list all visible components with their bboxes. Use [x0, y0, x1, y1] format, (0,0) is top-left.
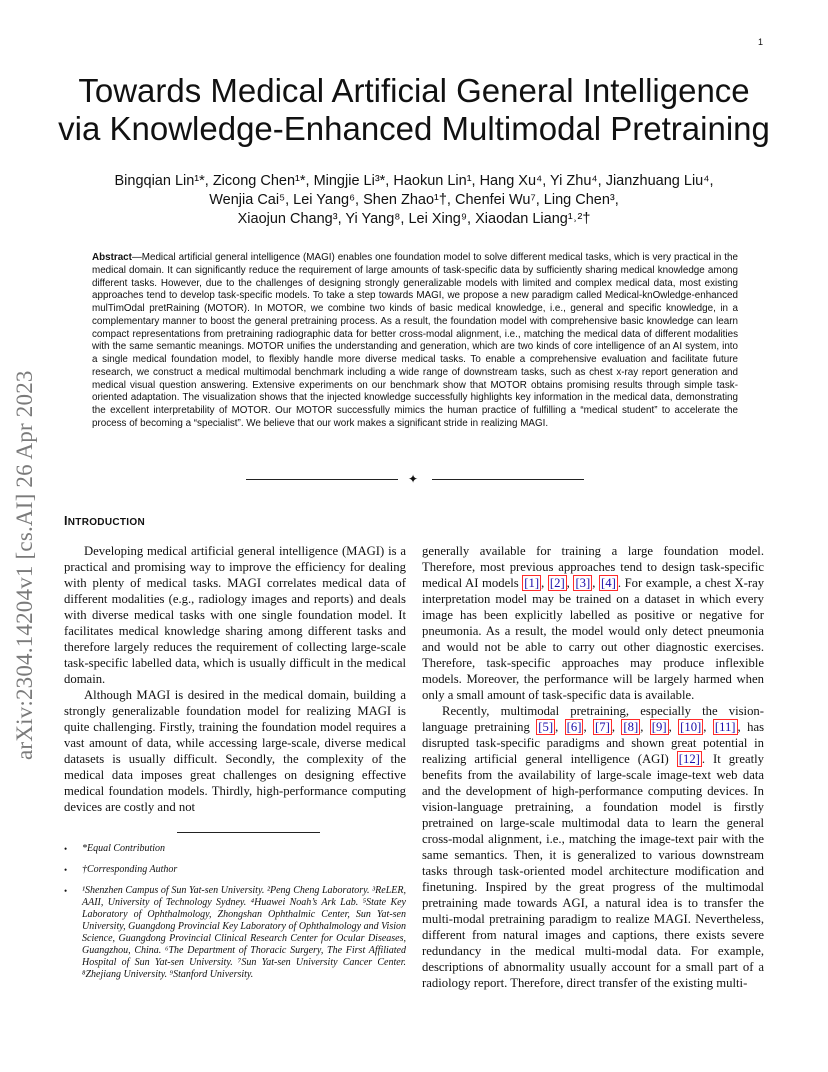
heading-rest: NTRODUCTION	[67, 517, 145, 528]
left-column	[64, 543, 406, 815]
authors-line-2: Wenjia Cai⁵, Lei Yang⁶, Shen Zhao¹†, Chenfei Wu⁷, Ling Chen³,	[209, 192, 619, 208]
citation-link[interactable]: [3]	[575, 576, 591, 590]
footnote-text: *Equal Contribution	[82, 843, 166, 854]
footnote-corresponding-author	[64, 864, 406, 876]
bullet-icon: •	[64, 865, 68, 875]
text-run: Recently, multimodal pretraining, especially the vision-language pretraining	[422, 704, 764, 734]
citation-link[interactable]: [10]	[680, 720, 702, 734]
footnote-text: †Corresponding Author	[82, 864, 178, 875]
citation-link[interactable]: [8]	[623, 720, 639, 734]
abstract	[92, 252, 738, 431]
authors-line-1: Bingqian Lin¹*, Zicong Chen¹*, Mingjie Li³*, Haokun Lin¹, Hang Xu⁴, Yi Zhu⁴, Jianzhuang Liu⁴,	[114, 173, 714, 189]
footnote-equal-contribution	[64, 843, 406, 855]
paragraph: Although MAGI is desired in the medical domain, building a strongly generalizable foundation model for realizing MAGI is quite challenging. Firstly, training the foundation model requires a vast amount of data, while accessing large-scale, diverse medical datasets is usually difficult. Secondly, the complexity of the medical data imposes great challenges on designing effective medical foundation models. Thirdly, high-performance computing devices are costly and not	[64, 688, 406, 814]
paper-title	[40, 72, 788, 148]
page-number: 1	[758, 37, 764, 47]
author-list	[80, 172, 748, 229]
title-line-2: via Knowledge-Enhanced Multimodal Pretraining	[58, 110, 770, 147]
abstract-text: —Medical artificial general intelligence (MAGI) enables one foundation model to solve different medical tasks, which is very practical in the medical domain. It can significantly reduce the requirement of large amounts of task-specific data by sufficiently sharing medical knowledge among different tasks. However, due to the challenges of designing strongly generalizable models with limited and complex medical data, most existing approaches tend to develop task-specific models. To take a step towards MAGI, we propose a new paradigm called Medical-knOwledge-enhanced mulTimOdal pretRaining (MOTOR). In MOTOR, we combine two kinds of basic medical knowledge, i.e., general and specific knowledge, in a complementary manner to boost the general pretraining process. As a result, the foundation model with comprehensive basic knowledge can learn compact representations from pretraining radiographic data for better cross-modal alignment, i.e., matching the medical data of different modalities with the same semantic meanings. MOTOR unifies the understanding and generation, which are two kinds of core intelligence of an AI system, into a single medical foundation model, to flexibly handle more diverse medical tasks. To enable a comprehensive evaluation and facilitate future research, we construct a medical multimodal benchmark including a wide range of downstream tasks, such as chest x-ray report generation and medical visual question answering. Extensive experiments on our benchmark show that MOTOR obtains promising results through simple task-oriented adaptation. The visualization shows that the injected knowledge successfully highlights key information in the medical data, demonstrating the excellent interpretability of MOTOR. Our MOTOR successfully mimics the human practice of fulfilling a “medical student” to accelerate the process of becoming a “specialist”. We believe that our work makes a significant stride in realizing MAGI.	[92, 252, 738, 429]
divider-line-right	[432, 479, 584, 480]
footnotes	[64, 843, 406, 990]
citation-link[interactable]: [7]	[595, 720, 610, 734]
citation-link[interactable]: [11]	[714, 720, 736, 734]
footnote-text: ¹Shenzhen Campus of Sun Yat-sen University. ²Peng Cheng Laboratory. ³ReLER, AAII, University of Technology Sydney. ⁴Huawei Noah’s Ark Lab. ⁵State Key Laboratory of Ophthalmology, Zhongshan Ophthalmic Center, Sun Yat-sen University, Guangdong Provincial Key Laboratory of Ophthalmology and Vision Science, Guangdong Provincial Clinical Research Center for Ocular Diseases, Guangzhou, China. ⁶The Department of Thoracic Surgery, The First Affiliated Hospital of Sun Yat-sen University. ⁷Sun Yat-sen University Cancer Center. ⁸Zhejiang University. ⁹Stanford University.	[82, 885, 406, 980]
citation-link[interactable]: [1]	[524, 576, 540, 590]
citation-link[interactable]: [2]	[549, 576, 565, 590]
abstract-label: Abstract	[92, 252, 132, 263]
paragraph: Developing medical artificial general intelligence (MAGI) is a practical and promising way to improve the efficiency for dealing with plenty of medical tasks. MAGI correlates medical data of different modalities (e.g., radiology images and reports) and deals with diverse medical tasks with one single foundation model. It facilitates medical knowledge sharing among different tasks and therefore largely reduces the requirement of collecting large-scale task-specific labelled data, which is usually difficult in the medical domain.	[64, 544, 406, 686]
footnote-rule	[177, 832, 320, 833]
section-heading-introduction	[64, 514, 145, 528]
citation-link[interactable]: [5]	[538, 720, 554, 734]
bullet-icon: •	[64, 886, 68, 896]
text-run: . For example, a chest X-ray interpretation model may be trained on a dataset in which every image has been explicitly labelled as positive or negative for pneumonia. As a result, the model would only detect pneumonia and would not be able to carry out other diagnostic exercises. Therefore, task-specific approaches may produce inflexible models. Moreover, the performance will be largely harmed when only a small amount of task-specific data is available.	[422, 576, 765, 702]
text-run: generally available for training a large foundation model. Therefore, most previous approaches tend to design task-specific medical AI models	[422, 544, 764, 590]
text-run: . It greatly benefits from the availability of large-scale image-text web data and the development of high-performance computing devices. In vision-language pretraining, a foundation model is firstly pretrained on large-scale multimodal data to learn the general cross-modal alignment, i.e., matching the image-text pair with the same semantics. Then, it is generalized to various downstream tasks through task-oriented model architecture modification and finetuning. Inspired by the great progress of the multimodal pretraining made towards AGI, a natural idea is to transfer the multi-modal pretraining paradigm to realize MAGI. Nevertheless, different from natural images and captions, there exists severe redundancy in the medical multi-modal data. For example, descriptions of abnormality usually account for a small part of a radiology report. Therefore, direct transfer of the existing multi-	[422, 752, 764, 990]
title-line-1: Towards Medical Artificial General Intelligence	[78, 72, 750, 109]
paragraph: generally available for training a large foundation model. Therefore, most previous approaches tend to design task-specific medical AI models [1] , [2] , [3] , [4] . For example, a chest X-ray interpretation model may be trained on a dataset in which every image has been explicitly labelled as positive or negative for pneumonia. As a result, the model would only detect pneumonia and would not be able to carry out other diagnostic exercises. Therefore, task-specific approaches may produce inflexible models. Moreover, the performance will be largely harmed when only a small amount of task-specific data is available.	[422, 544, 765, 702]
divider-diamond-icon: ✦	[408, 472, 419, 486]
citation-link[interactable]: [6]	[566, 720, 582, 734]
arxiv-identifier-stamp[interactable]: arXiv:2304.14204v1 [cs.AI] 26 Apr 2023	[12, 370, 37, 760]
divider-line-left	[246, 479, 398, 480]
authors-line-3: Xiaojun Chang³, Yi Yang⁸, Lei Xing⁹, Xiaodan Liang¹˒²†	[237, 211, 591, 227]
section-divider	[246, 472, 584, 486]
heading-first-letter: I	[64, 514, 68, 528]
citation-link[interactable]: [4]	[601, 576, 616, 590]
footnote-affiliations	[64, 885, 406, 981]
citation-link[interactable]: [9]	[651, 720, 667, 734]
right-column	[422, 543, 764, 991]
text-run: , has disrupted task-specific paradigms and shown great potential in realizing artificial general intelligence (AGI)	[422, 720, 765, 766]
bullet-icon: •	[64, 844, 68, 854]
citation-link[interactable]: [12]	[678, 752, 700, 766]
paragraph: Recently, multimodal pretraining, especially the vision-language pretraining [5] , [6] , [7] , [8] , [9] , [10] , [11] , has disrupted task-specific paradigms and shown great potential in realizing artificial general intelligence (AGI) [12] . It greatly benefits from the availability of large-scale image-text web data and the development of high-performance computing devices. In vision-language pretraining, a foundation model is firstly pretrained on large-scale multimodal data to learn the general cross-modal alignment, i.e., matching the image-text pair with the same semantics. Then, it is generalized to various downstream tasks through task-oriented model architecture modification and finetuning. Inspired by the great progress of the multimodal pretraining made towards AGI, a natural idea is to transfer the multi-modal pretraining paradigm to realize MAGI. Nevertheless, different from natural images and captions, there exists severe redundancy in the medical multi-modal data. For example, descriptions of abnormality usually account for a small part of a radiology report. Therefore, direct transfer of the existing multi-	[422, 704, 765, 990]
